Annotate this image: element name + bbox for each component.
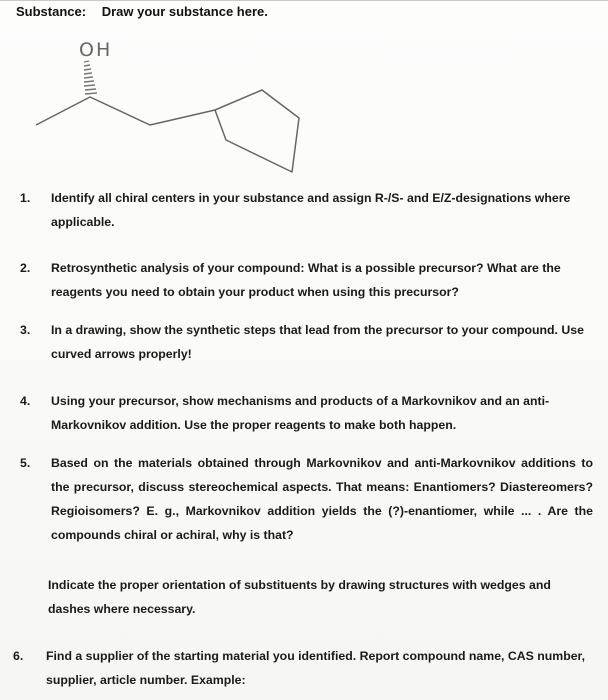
question-number: 4. [20, 394, 31, 408]
question-text: Using your precursor, show mechanisms and products of a Markovnikov and an anti-Markovnikov addition. Use the proper reagents to make both happen. [51, 394, 550, 432]
question-5-note: Indicate the proper orientation of substituents by drawing structures with wedges and dashes where necessary. [48, 578, 551, 616]
question-text: Retrosynthetic analysis of your compound: What is a possible precursor? What are the reagents you need to obtain your product when using this precursor? [51, 261, 561, 299]
question-5 [0, 451, 608, 551]
top-rule [0, 0, 608, 1]
cyclopentane-ring [215, 90, 299, 172]
oh-label: OH [79, 39, 113, 61]
question-3 [0, 318, 608, 368]
question-text: Identify all chiral centers in your substance and assign R-/S- and E/Z-designations where applicable. [51, 191, 571, 229]
question-text: Find a supplier of the starting material you identified. Report compound name, CAS number, supplier, article number. Example: [46, 649, 586, 687]
hashed-wedge-bond [84, 61, 97, 94]
question-text: Based on the materials obtained through Markovnikov and anti-Markovnikov additions to the precursor, discuss stereochemical aspects. That means: Enantiomers? Diastereomers? Regioisomers? E. g., Markovnikov addition yields the (?)-enantiomer, while ... . Are the compounds chiral or achiral, why is that? [51, 456, 593, 542]
substance-header [16, 4, 268, 19]
carbon-chain [36, 97, 215, 125]
question-6 [0, 644, 608, 694]
question-2 [0, 256, 608, 306]
question-1 [0, 186, 608, 236]
question-number: 1. [20, 191, 31, 205]
question-4 [0, 389, 608, 439]
question-number: 3. [20, 323, 31, 337]
substance-prompt: Draw your substance here. [101, 4, 268, 19]
substance-drawing [0, 20, 608, 190]
question-number: 6. [13, 649, 24, 663]
question-number: 2. [20, 261, 31, 275]
question-number: 5. [20, 456, 31, 470]
substance-label: Substance: [16, 4, 87, 19]
question-text: In a drawing, show the synthetic steps that lead from the precursor to your compound. Use curved arrows properly! [51, 323, 584, 361]
